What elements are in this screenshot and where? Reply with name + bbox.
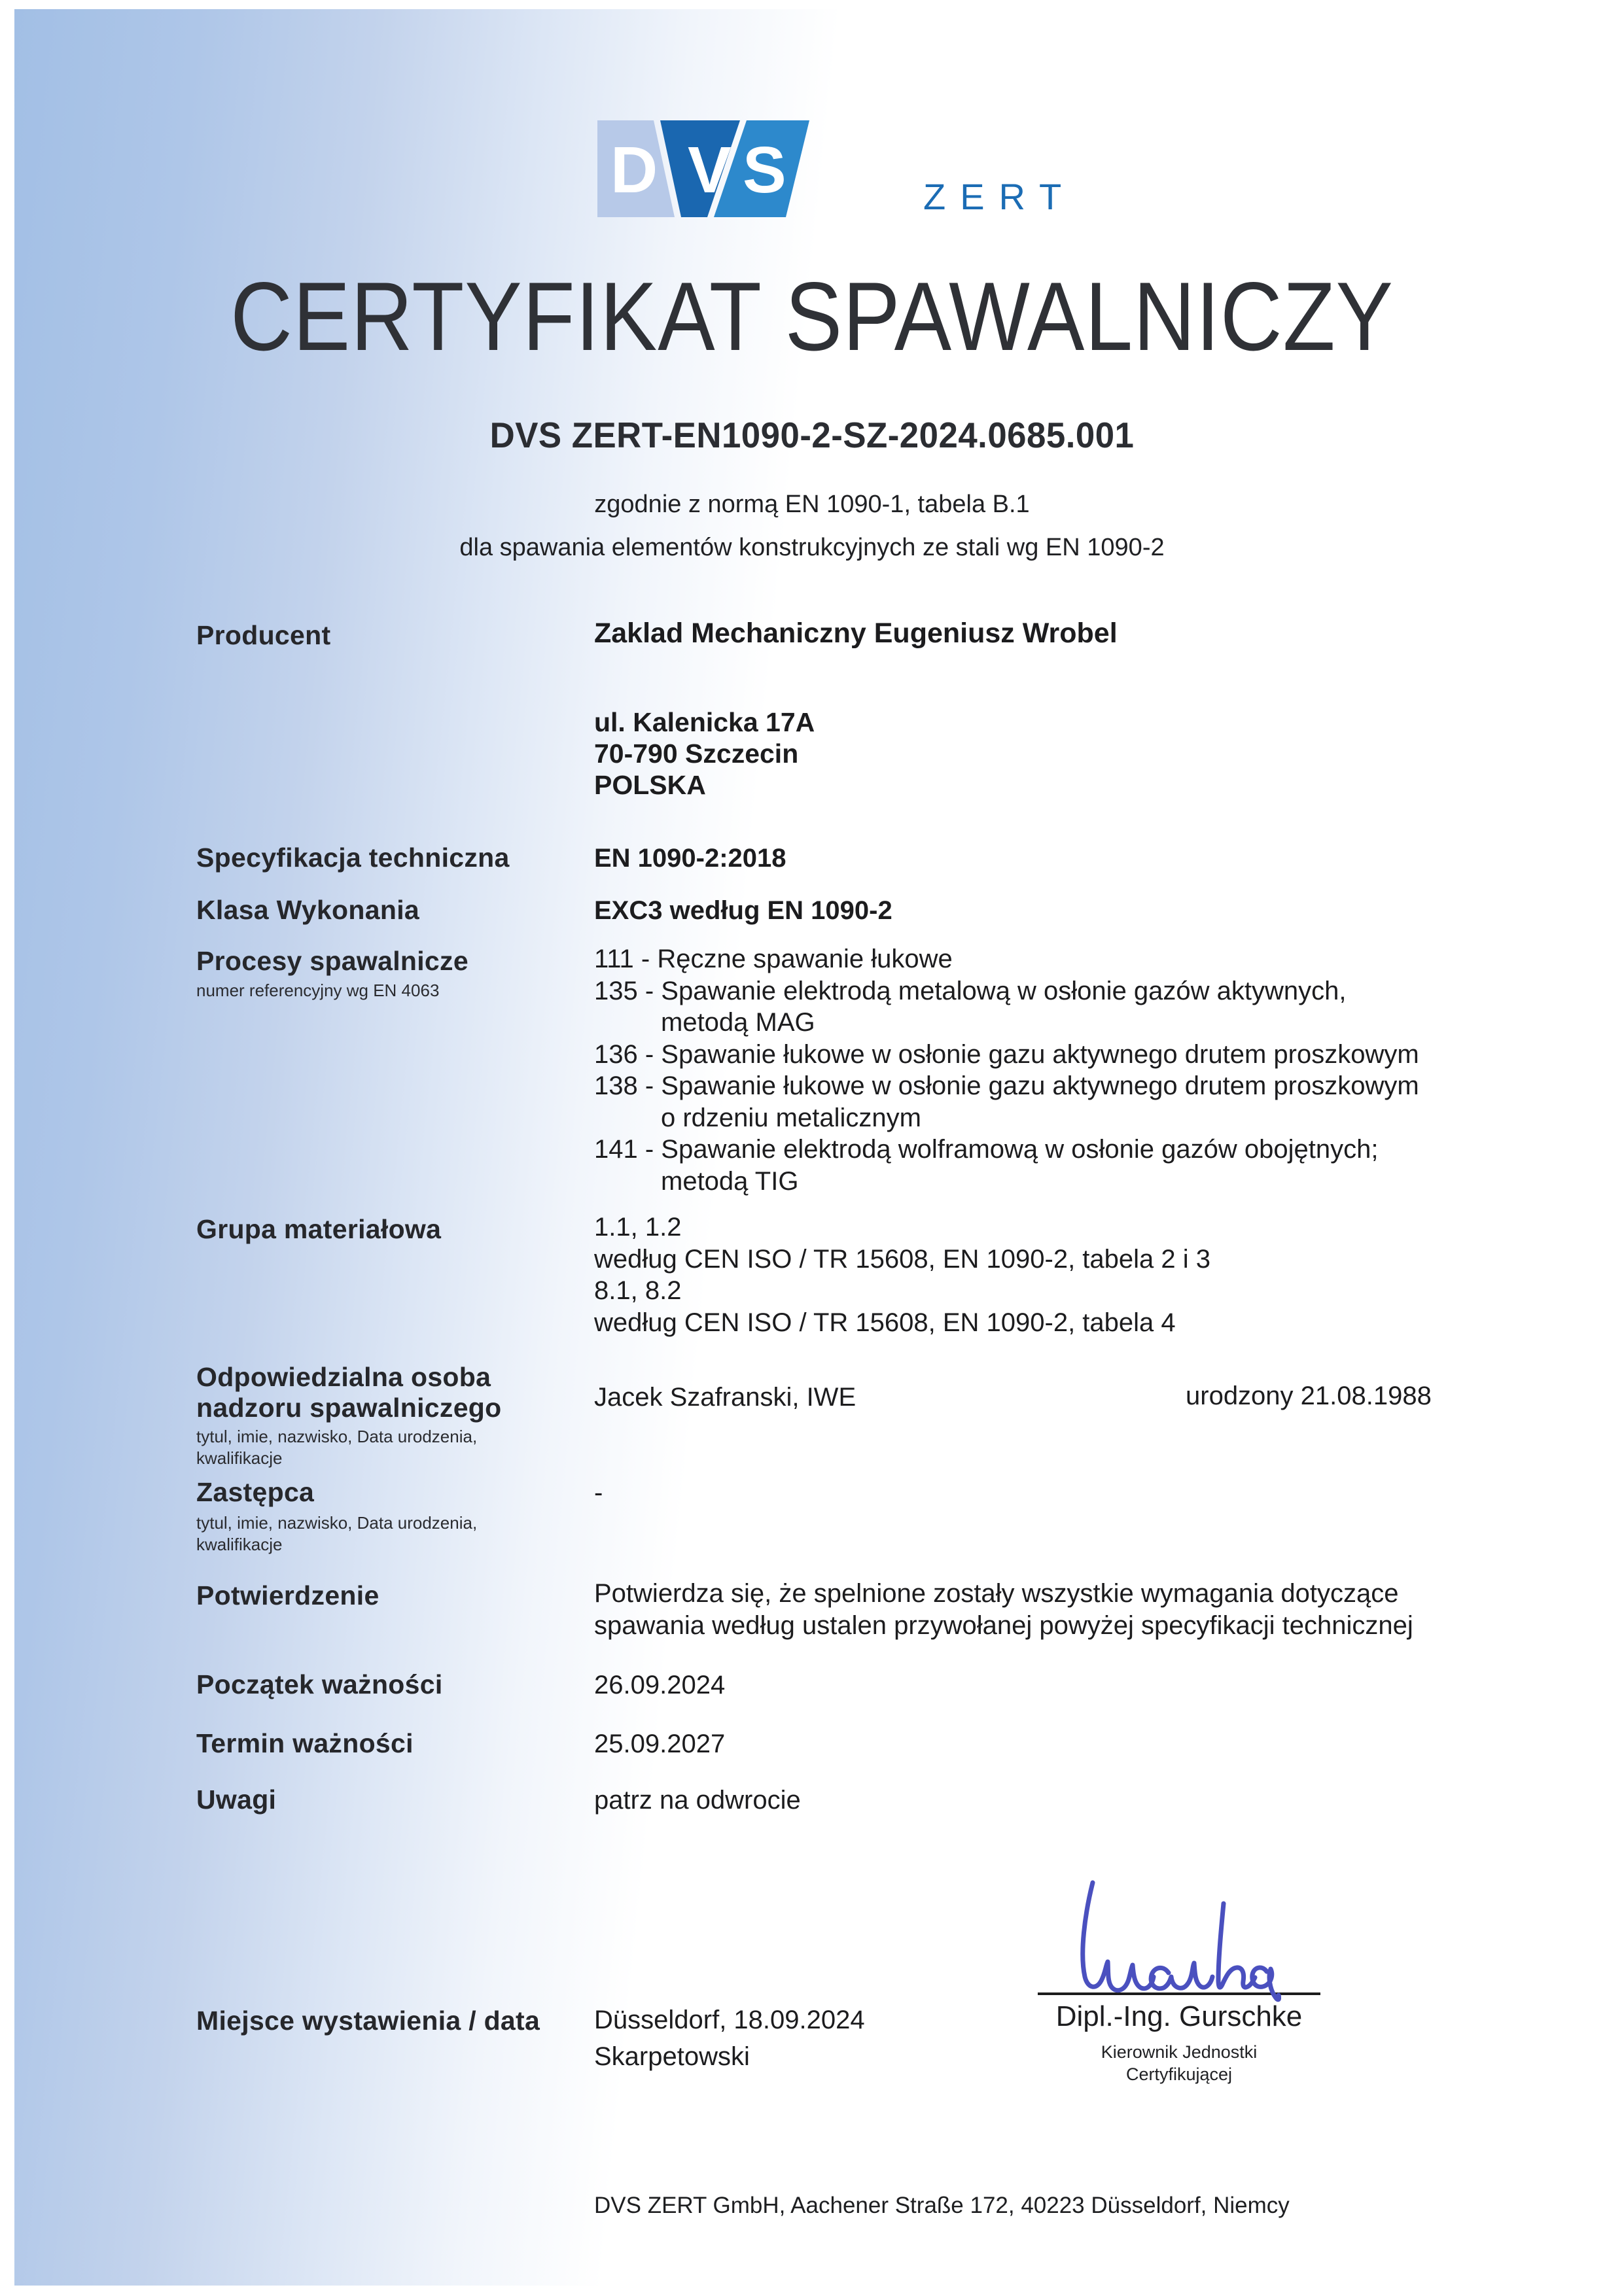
osoba-sublabel-line: tytul, imie, nazwisko, Data urodzenia, xyxy=(196,1427,478,1446)
page-title: CERTYFIKAT SPAWALNICZY xyxy=(230,262,1394,371)
zastepca-sublabel xyxy=(196,1512,477,1556)
uwagi-value: patrz na odwrocie xyxy=(594,1786,801,1815)
subtitle-line-1: zgodnie z normą EN 1090-1, tabela B.1 xyxy=(594,491,1030,518)
process-line-continuation: o rdzeniu metalicznym xyxy=(661,1103,921,1132)
logo-letter-v: V xyxy=(688,133,732,207)
signatory-role-line: Certyfikującej xyxy=(1125,2064,1233,2084)
address-line: POLSKA xyxy=(594,770,706,800)
address-line: ul. Kalenicka 17A xyxy=(594,707,815,737)
certificate-number: DVS ZERT-EN1090-2-SZ-2024.0685.001 xyxy=(489,415,1135,455)
issuer-address-footer: DVS ZERT GmbH, Aachener Straße 172, 40223 Düsseldorf, Niemcy xyxy=(594,2193,1290,2218)
signatory-name: Dipl.-Ing. Gurschke xyxy=(1055,2000,1303,2032)
address-line: 70-790 Szczecin xyxy=(594,739,799,769)
potwierdzenie-line: spawania według ustalen przywołanej powyżej specyfikacji technicznej xyxy=(594,1611,1413,1640)
process-line: 111 - Ręczne spawanie łukowe xyxy=(594,945,953,973)
logo-letter-d: D xyxy=(610,133,658,207)
osoba-label-line: nadzoru spawalniczego xyxy=(196,1393,502,1423)
material-group-line: według CEN ISO / TR 15608, EN 1090-2, tabela 4 xyxy=(594,1308,1176,1337)
osoba-label-line: Odpowiedzialna osoba xyxy=(196,1362,491,1392)
poczatek-label: Początek ważności xyxy=(196,1669,443,1699)
grupa-list xyxy=(594,1211,1210,1338)
osoba-value: Jacek Szafranski, IWE xyxy=(594,1383,856,1412)
potwierdzenie-label: Potwierdzenie xyxy=(196,1580,380,1610)
procesy-sublabel: numer referencyjny wg EN 4063 xyxy=(196,981,440,1000)
poczatek-value: 26.09.2024 xyxy=(594,1671,726,1699)
material-group-line: według CEN ISO / TR 15608, EN 1090-2, tabela 2 i 3 xyxy=(594,1244,1211,1274)
dvs-logo-icon xyxy=(597,119,817,218)
signatory-role xyxy=(1038,2041,1320,2085)
process-line-continuation: metodą MAG xyxy=(661,1008,815,1037)
termin-value: 25.09.2027 xyxy=(594,1730,726,1758)
issue-place-date: Düsseldorf, 18.09.2024 xyxy=(594,2006,865,2034)
zastepca-sublabel-line: kwalifikacje xyxy=(196,1535,283,1554)
material-group-line: 1.1, 1.2 xyxy=(594,1213,682,1242)
specyfikacja-value: EN 1090-2:2018 xyxy=(594,844,786,873)
osoba-sublabel xyxy=(196,1426,477,1469)
osoba-birthdate: urodzony 21.08.1988 xyxy=(1186,1382,1432,1410)
termin-label: Termin ważności xyxy=(196,1728,414,1758)
klasa-value: EXC3 według EN 1090-2 xyxy=(594,896,892,925)
osoba-label xyxy=(196,1362,502,1423)
zastepca-value: - xyxy=(594,1478,603,1507)
dvs-zert-logo xyxy=(597,119,1127,227)
zastepca-label: Zastępca xyxy=(196,1477,315,1507)
potwierdzenie-line: Potwierdza się, że spelnione zostały wszystkie wymagania dotyczące xyxy=(594,1579,1399,1608)
procesy-label: Procesy spawalnicze xyxy=(196,946,468,976)
signature-ink xyxy=(1046,1876,1281,2007)
miejsce-label: Miejsce wystawienia / data xyxy=(196,2006,540,2036)
material-group-line: 8.1, 8.2 xyxy=(594,1276,682,1305)
zastepca-sublabel-line: tytul, imie, nazwisko, Data urodzenia, xyxy=(196,1513,478,1533)
producent-address xyxy=(594,706,815,801)
issue-person: Skarpetowski xyxy=(594,2042,750,2071)
klasa-label: Klasa Wykonania xyxy=(196,895,419,925)
specyfikacja-label: Specyfikacja techniczna xyxy=(196,843,510,873)
uwagi-label: Uwagi xyxy=(196,1784,277,1815)
process-line-continuation: metodą TIG xyxy=(661,1166,799,1196)
potwierdzenie-value xyxy=(594,1578,1413,1642)
producent-label: Producent xyxy=(196,620,331,650)
logo-zert-text: ZERT xyxy=(923,176,1076,217)
grupa-label: Grupa materiałowa xyxy=(196,1214,442,1244)
producent-name: Zaklad Mechaniczny Eugeniusz Wrobel xyxy=(594,617,1118,649)
process-line: 136 - Spawanie łukowe w osłonie gazu aktywnego drutem proszkowym xyxy=(594,1039,1419,1069)
procesy-list xyxy=(594,943,1419,1197)
miejsce-value xyxy=(594,2002,865,2075)
process-line: 135 - Spawanie elektrodą metalową w osłonie gazów aktywnych, xyxy=(594,976,1347,1005)
signatory-role-line: Kierownik Jednostki xyxy=(1101,2042,1258,2062)
logo-letter-s: S xyxy=(743,133,786,207)
process-line: 141 - Spawanie elektrodą wolframową w osłonie gazów obojętnych; xyxy=(594,1135,1379,1164)
process-line: 138 - Spawanie łukowe w osłonie gazu aktywnego drutem proszkowym xyxy=(594,1071,1419,1100)
subtitle-line-2: dla spawania elementów konstrukcyjnych ze stali wg EN 1090-2 xyxy=(459,534,1165,561)
osoba-sublabel-line: kwalifikacje xyxy=(196,1448,283,1468)
